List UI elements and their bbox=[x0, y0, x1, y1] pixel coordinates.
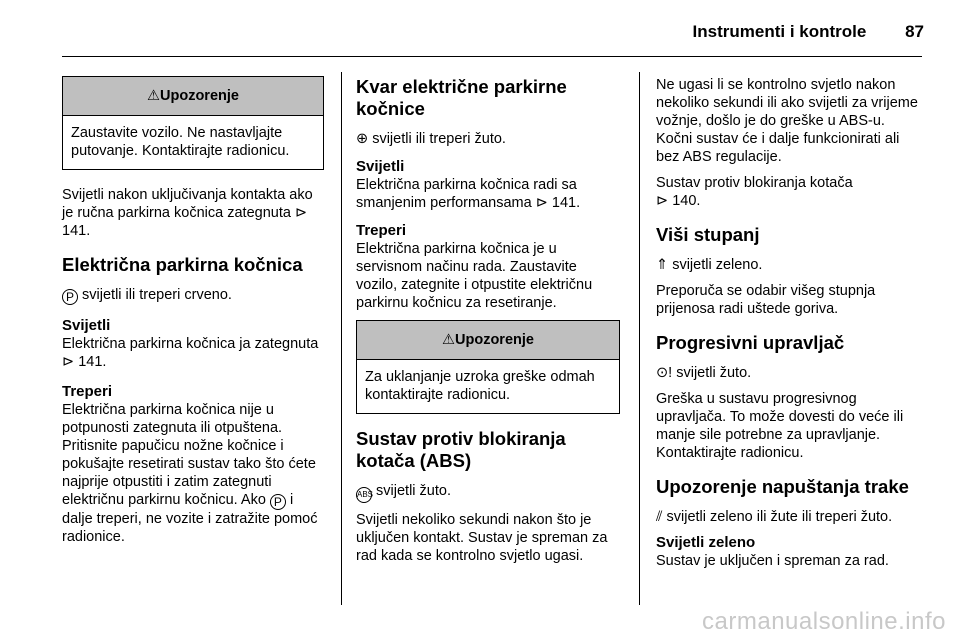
column-divider-2 bbox=[639, 72, 640, 605]
paragraph: Sustav protiv blokiranja kotača ⊳ 140. bbox=[656, 175, 853, 209]
warning-box bbox=[62, 76, 324, 170]
upshift-icon: ⇑ bbox=[656, 257, 669, 273]
page-reference-arrow-icon: ⊳ bbox=[656, 193, 669, 209]
paragraph: ⫽ svijetli zeleno ili žute ili treperi žuto. bbox=[656, 509, 893, 525]
section-heading: Upozorenje napuštanja trake bbox=[656, 476, 909, 497]
warning-title: Upozorenje bbox=[455, 332, 534, 348]
parking-brake-icon: P bbox=[270, 494, 286, 510]
page-reference-arrow-icon: ⊳ bbox=[294, 205, 308, 221]
paragraph: ⇑ svijetli zeleno. bbox=[656, 257, 763, 273]
parking-brake-icon: P bbox=[62, 289, 78, 305]
steering-warning-icon: ⊙! bbox=[656, 365, 673, 381]
column-2 bbox=[356, 76, 620, 573]
paragraph: ABS svijetli žuto. bbox=[356, 482, 620, 503]
column-1 bbox=[62, 76, 324, 554]
header-rule bbox=[62, 56, 922, 57]
page-reference-arrow-icon: ⊳ bbox=[535, 195, 548, 211]
section-heading: Viši stupanj bbox=[656, 224, 760, 245]
subheading: Svijetli zeleno bbox=[656, 534, 756, 551]
paragraph: Električna parkirna kočnica je u servisnom načinu rada. Zaustavite vozilo, zategnite i otpustite električnu parkirnu kočnicu za resetiranje. bbox=[356, 241, 593, 311]
paragraph: Električna parkirna kočnica ja zategnuta ⊳ 141. bbox=[62, 336, 319, 370]
watermark: carmanualsonline.info bbox=[702, 608, 946, 635]
paragraph: P svijetli ili treperi crveno. bbox=[62, 286, 324, 305]
column-divider-1 bbox=[341, 72, 342, 605]
parking-brake-fault-icon: ⊕ bbox=[356, 131, 369, 147]
page-header bbox=[660, 22, 924, 42]
warning-text: Zaustavite vozilo. Ne nastavljajte putovanje. Kontaktirajte radionicu. bbox=[71, 125, 290, 159]
subheading: Treperi bbox=[62, 383, 113, 400]
paragraph: ⊙! svijetli žuto. bbox=[656, 365, 752, 381]
subheading: Treperi bbox=[356, 222, 407, 239]
paragraph: Svijetli nakon uključivanja kontakta ako je ručna parkirna kočnica zategnuta ⊳ 141. bbox=[62, 187, 313, 239]
paragraph: Svijetli nekoliko sekundi nakon što je uključen kontakt. Sustav je spreman za rad kada se kontrolno svjetlo ugasi. bbox=[356, 512, 608, 564]
abs-icon: ABS bbox=[356, 487, 372, 503]
warning-box bbox=[356, 320, 620, 414]
paragraph: ⊕ svijetli ili treperi žuto. bbox=[356, 131, 506, 147]
page-reference-arrow-icon: ⊳ bbox=[62, 354, 75, 370]
warning-text: Za uklanjanje uzroka greške odmah kontaktirajte radionicu. bbox=[365, 369, 595, 403]
section-heading: Progresivni upravljač bbox=[656, 332, 845, 353]
paragraph: Električna parkirna kočnica radi sa smanjenim performansama ⊳ 141. bbox=[356, 177, 581, 211]
section-heading: Sustav protiv blokiranja kotača (ABS) bbox=[356, 428, 566, 471]
paragraph: Greška u sustavu progresivnog upravljača. To može dovesti do veće ili manje sile potrebne za upravljanje. Kontaktirajte radionicu. bbox=[656, 391, 904, 461]
page-number: 87 bbox=[905, 22, 924, 41]
paragraph: Sustav je uključen i spreman za rad. bbox=[656, 553, 889, 569]
paragraph: Ne ugasi li se kontrolno svjetlo nakon nekoliko sekundi ili ako svijetli za vrijeme vožnje, došlo je do greške u ABS-u. Kočni sustav će i dalje funkcionirati ali bez ABS regulacije. bbox=[656, 77, 918, 165]
subheading: Svijetli bbox=[62, 317, 111, 334]
warning-title: Upozorenje bbox=[160, 88, 239, 104]
warning-triangle-icon: ⚠ bbox=[442, 332, 456, 348]
warning-triangle-icon: ⚠ bbox=[147, 88, 161, 104]
section-heading: Kvar električne parkirne kočnice bbox=[356, 76, 567, 119]
paragraph: Preporuča se odabir višeg stupnja prijenosa radi uštede goriva. bbox=[656, 283, 876, 317]
lane-departure-icon: ⫽ bbox=[656, 509, 663, 525]
page-title: Instrumenti i kontrole bbox=[692, 22, 867, 41]
paragraph: Električna parkirna kočnica nije u potpunosti zategnuta ili otpuštena. Pritisnite papučicu nožne kočnice i pokušajte resetirati sustav tako što ćete najprije otpustiti i zatim zategnuti električnu parkirnu kočnicu. Ako P i dalje treperi, ne vozite i zatražite pomoć radionice. bbox=[62, 402, 318, 545]
subheading: Svijetli bbox=[356, 158, 405, 175]
section-heading: Električna parkirna kočnica bbox=[62, 254, 303, 275]
column-3 bbox=[656, 76, 922, 578]
